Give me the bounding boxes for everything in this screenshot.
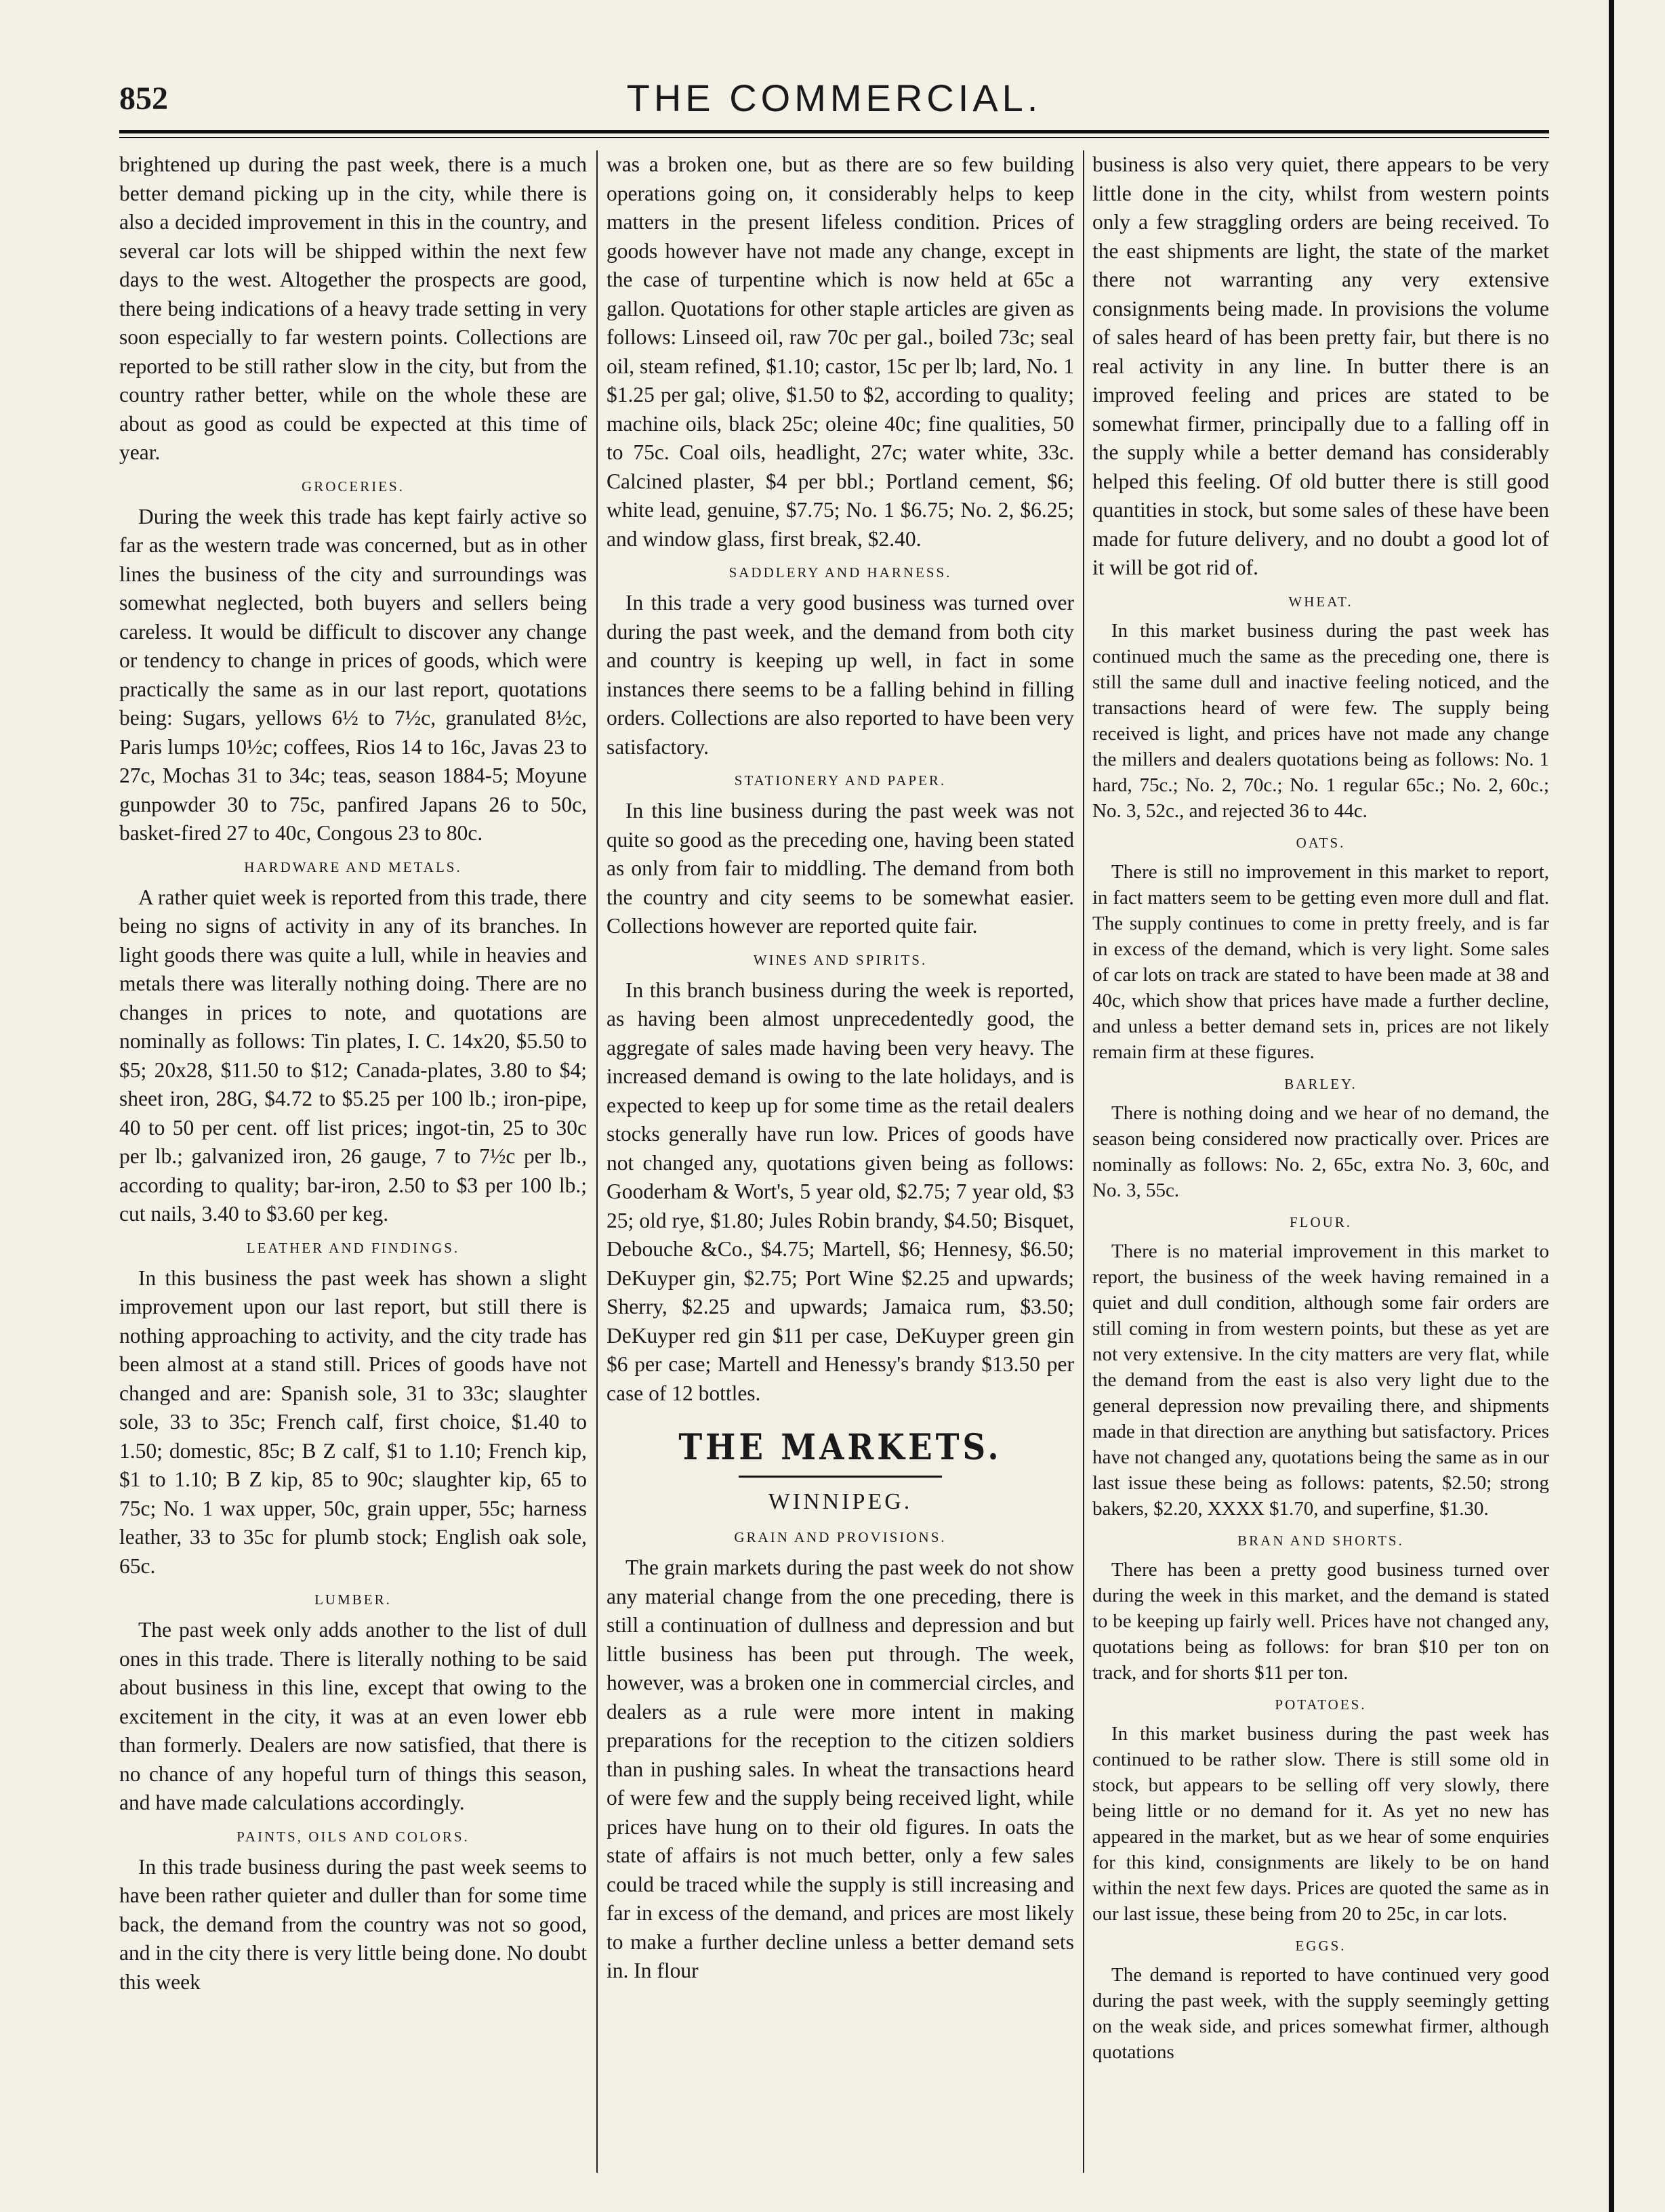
article-paints: In this trade business during the past week seems to have been rather quieter and duller than for some time back, the demand from the country was not so good, and in the city there is very little being done. No doubt this week [119,1854,587,1994]
section-heading-hardware: HARDWARE AND METALS. [244,858,462,875]
section-heading-stationery: STATIONERY AND PAPER. [734,772,947,789]
section-heading-grain: GRAIN AND PROVISIONS. [734,1529,947,1545]
section-heading-potatoes: POTATOES. [1275,1696,1367,1713]
section-heading-groceries: GROCERIES. [302,478,405,495]
article-continuation: brightened up during the past week, there is a much better demand picking up in the city, while there is also a decided improvement in this in the country, and several car lots will be shipped within the next few days to the west. Altogether the prospects are good, there being indications of a heavy trade setting in very soon especially to far western points. Collections are reported to be still rather slow in the city, but from the country rather better, while on the whole these are about as good as could be expected at this time of year. [119,152,587,464]
column-3 [1092,150,1549,2173]
header-rule-thin [119,137,1549,138]
section-heading-paints: PAINTS, OILS AND COLORS. [237,1828,470,1845]
article-potatoes: In this market business during the past week has continued to be rather slow. There is still some old in stock, but appears to be selling off very slowly, there being little or no demand for it. As yet no new has appeared in the market, but as we hear of some enquiries for this kind, consignments are likely to be on hand within the next few days. Prices are quoted the same as in our last issue, these being from 20 to 25c, in car lots. [1092,1722,1549,1925]
journal-title: THE COMMERCIAL. [626,77,1042,119]
article-continuation: was a broken one, but as there are so few building operations going on, it considerably helps to keep matters in the present lifeless condition. Prices of goods however have not made any change, except in the case of turpentine which is now held at 65c a gallon. Quotations for other staple articles are given as follows: Linseed oil, raw 70c per gal., boiled 73c; seal oil, steam refined, $1.10; castor, 15c per lb; lard, No. 1 $1.25 per gal; olive, $1.50 to $2, according to quality; machine oils, black 25c; oleine 40c; fine qualities, 50 to 75c. Coal oils, headlight, 27c; water white, 33c. Calcined plaster, $4 per bbl.; Portland cement, $6; white lead, genuine, $7.75; No. 1 $6.75; No. 2, $6.25; and window glass, first break, $2.40. [607,152,1074,551]
article-wheat: In this market business during the past week has continued much the same as the preceding one, there is still the same dull and inactive feeling noticed, and the transactions heard of were few. The supply being received is light, and prices have not made any change the millers and dealers quotations being as follows: No. 1 hard, 75c.; No. 2, 70c.; No. 1 regular 65c.; No. 2, 60c.; No. 3, 52c., and rejected 36 to 44c. [1092,619,1549,822]
article-wines: In this branch business during the week is reported, as having been almost unprecedentedly good, the aggregate of sales made having been very heavy. The increased demand is owing to the late holidays, and is expected to keep up for some time as the retail dealers stocks generally have run low. Prices of goods have not changed any, quotations given being as follows: Gooderham & Wort's, 5 year old, $2.75; 7 year old, $3 25; old rye, $1.80; Jules Robin brandy, $4.50; Bisquet, Debouche &Co., $4.75; Martell, $6; Hennesy, $6.50; DeKuyper gin, $2.75; Port Wine $2.25 and upwards; Sherry, $2.25 and upwards; Jamaica rum, $3.50; DeKuyper red gin $11 per case, DeKuyper green gin $6 per case; Martell and Henessy's brandy $13.50 per case of 12 bottles. [607,978,1074,1405]
header-rule-thick [119,130,1549,133]
article-continuation: business is also very quiet, there appears to be very little done in the city, whilst from western points only a few straggling orders are being received. To the east shipments are light, the state of the market there not warranting any very extensive consignments being made. In provisions the volume of sales heard of has been pretty fair, but there is no real activity in any line. In butter there is an improved feeling and prices are stated to be somewhat firmer, principally due to a falling off in the supply while a better demand has considerably helped this feeling. Of old butter there is still good quantities in stock, but some sales of these have been made for future delivery, and no doubt a good lot of it will be got rid of. [1092,152,1549,579]
article-saddlery: In this trade a very good business was turned over during the past week, and the demand from both city and country is keeping up well, in fact in some instances there seems to be a falling behind in filling orders. Collections are also reported to have been very satisfactory. [607,591,1074,759]
column-divider [596,150,598,2173]
article-grain: The grain markets during the past week do not show any material change from the one preceding, there is still a continuation of dullness and depression and but little business has been put through. The week, however, was a broken one in commercial circles, and dealers as a rule were more intent in making preparations for the reception to the citizen soldiers than in pushing sales. In wheat the transactions heard of were few and the supply being received light, while prices have hung on to their old figures. In oats the state of affairs is not much better, only a few sales could be traced while the supply is still increasing and far in excess of the demand, and prices are most likely to make a further decline unless a better demand sets in. In flour [607,1556,1074,1982]
article-lumber: The past week only adds another to the list of dull ones in this trade. There is literally nothing to be said about business in this line, except that owing to the excitement in the city, it was at an even lower ebb than formerly. Dealers are now satisfied, that there is no chance of any hopeful turn of things this season, and have made calculations accordingly. [119,1618,587,1814]
section-heading-eggs: EGGS. [1295,1937,1347,1954]
article-eggs: The demand is reported to have continued very good during the past week, with the supply seemingly getting on the weak side, and prices somewhat firmer, although quotations [1092,1963,1549,2063]
article-flour: There is no material improvement in this market to report, the business of the week having remained in a quiet and dull condition, although some fair orders are still coming in from western points, but these as yet are not very extensive. In the city matters are very flat, while the demand from the east is also very light due to the general depression now prevailing there, and shipments made in that direction are anything but satisfactory. Prices have not changed any, quotations being the same as in our last issue these being as follows: patents, $2.50; strong bakers, $2.20, XXXX $1.70, and superfine, $1.30. [1092,1240,1549,1520]
page-number: 852 [119,81,168,117]
article-hardware: A rather quiet week is reported from this trade, there being no signs of activity in any of its branches. In light goods there was quite a lull, while in heavies and metals there was literally nothing doing. There are no changes in prices to note, and quotations are nominally as follows: Tin plates, I. C. 14x20, $5.50 to $5; 20x28, $11.50 to $12; Canada-plates, 3.80 to $4; sheet iron, 28G, $4.72 to $5.25 per 100 lb.; iron-pipe, 40 to 50 per cent. off list prices; ingot-tin, 25 to 30c per lb.; galvanized iron, 26 gauge, 7 to 7½c per lb., according to quality; bar-iron, 2.50 to $3 per 100 lb.; cut nails, 3.40 to $3.60 per keg. [119,885,587,1226]
section-heading-barley: BARLEY. [1284,1075,1357,1092]
markets-heading: THE MARKETS. [678,1427,1002,1468]
page-edge-bar [1609,0,1614,2212]
section-heading-wheat: WHEAT. [1288,593,1353,610]
article-barley: There is nothing doing and we hear of no demand, the season being considered now practically over. Prices are nominally as follows: No. 2, 65c, extra No. 3, 60c, and No. 3, 55c. [1092,1102,1549,1201]
section-heading-bran: BRAN AND SHORTS. [1237,1532,1404,1549]
city-heading: WINNIPEG. [768,1489,913,1514]
section-heading-saddlery: SADDLERY AND HARNESS. [728,564,952,581]
section-heading-leather: LEATHER AND FINDINGS. [246,1239,460,1256]
column-1 [119,150,587,2173]
column-divider [1083,150,1084,2173]
article-bran: There has been a pretty good business turned over during the week in this market, and the demand is stated to be keeping up fairly well. Prices have not changed any, quotations being as follows: for bran $10 per ton on track, and for shorts $11 per ton. [1092,1558,1549,1684]
article-groceries: During the week this trade has kept fairly active so far as the western trade was concerned, but as in other lines the business of the city and surroundings was somewhat neglected, both buyers and sellers being careless. It would be difficult to discover any change or tendency to change in prices of goods, which were practically the same as in our last report, quotations being: Sugars, yellows 6½ to 7½c, granulated 8½c, Paris lumps 10½c; coffees, Rios 14 to 16c, Javas 23 to 27c, Mochas 31 to 34c; teas, season 1884-5; Moyune gunpowder 30 to 75c, panfired Japans 26 to 50c, basket-fired 27 to 40c, Congous 23 to 80c. [119,504,587,845]
markets-rule [739,1476,942,1478]
section-heading-lumber: LUMBER. [314,1591,392,1608]
page-header [119,76,1549,130]
section-heading-flour: FLOUR. [1289,1213,1353,1230]
section-heading-wines: WINES AND SPIRITS. [753,951,928,968]
article-leather: In this business the past week has shown a slight improvement upon our last report, but still there is nothing approaching to activity, and the city trade has been almost at a stand still. Prices of goods have not changed and are: Spanish sole, 31 to 33c; slaughter sole, 33 to 35c; French calf, first choice, $1.40 to 1.50; domestic, 85c; B Z calf, $1 to 1.10; French kip, $1 to 1.10; B Z kip, 85 to 90c; slaughter kip, 65 to 75c; No. 1 wax upper, 50c, grain upper, 55c; harness leather, 33 to 35c for plumb stock; English oak sole, 65c. [119,1266,587,1578]
section-heading-oats: OATS. [1296,834,1346,851]
article-stationery: In this line business during the past week was not quite so good as the preceding one, having been stated as only from fair to middling. The demand from both the country and city seems to be somewhat easier. Collections however are reported quite fair. [607,799,1074,938]
article-oats: There is still no improvement in this market to report, in fact matters seem to be getting even more dull and flat. The supply continues to come in pretty freely, and is far in excess of the demand, which is very light. Some sales of car lots on track are stated to have been made at 38 and 40c, which show that prices have made a further decline, and unless a better demand sets in, prices are not likely remain firm at these figures. [1092,860,1549,1063]
column-2 [607,150,1074,2173]
